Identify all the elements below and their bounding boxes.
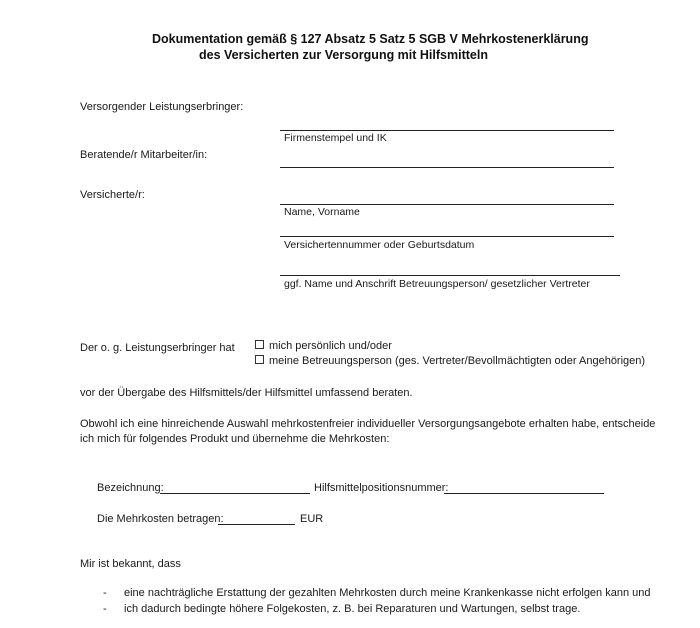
checkbox-personally[interactable]	[255, 340, 264, 349]
guardian-line[interactable]	[280, 275, 620, 276]
bullet-1: -	[103, 587, 107, 599]
option-caregiver-label: meine Betreuungsperson (ges. Vertreter/Bevollmächtigten oder Angehörigen)	[269, 355, 646, 367]
insured-label: Versicherte/r:	[80, 189, 145, 201]
statement-line1: Obwohl ich eine hinreichende Auswahl mehrkostenfreier individueller Versorgungsangebote erhalten habe, entscheide	[80, 418, 656, 430]
advisor-line[interactable]	[280, 167, 614, 168]
advisor-label: Beratende/r Mitarbeiter/in:	[80, 149, 208, 161]
insured-name-caption: Name, Vorname	[284, 206, 360, 218]
provider-stamp-line[interactable]	[280, 130, 614, 131]
acknowledgement-item-2: ich dadurch bedingte höhere Folgekosten, z. B. bei Reparaturen und Wartungen, selbst trage.	[124, 603, 581, 615]
acknowledgement-item-1: eine nachträgliche Erstattung der gezahlten Mehrkosten durch meine Krankenkasse nicht erfolgen kann und	[124, 587, 651, 599]
cost-field[interactable]	[218, 524, 295, 525]
statement-line2: ich mich für folgendes Produkt und übernehme die Mehrkosten:	[80, 433, 390, 445]
consultation-intro: Der o. g. Leistungserbringer hat	[80, 342, 235, 354]
designation-label: Bezeichnung:	[97, 482, 164, 494]
document-title-line2: des Versicherten zur Versorgung mit Hilfsmitteln	[199, 48, 488, 62]
insured-name-line[interactable]	[280, 204, 614, 205]
position-number-field[interactable]	[444, 493, 604, 494]
document-title-line1: Dokumentation gemäß § 127 Absatz 5 Satz 5 SGB V Mehrkostenerklärung	[152, 32, 589, 46]
designation-field[interactable]	[160, 493, 310, 494]
bullet-2: -	[103, 603, 107, 615]
insured-number-line[interactable]	[280, 236, 614, 237]
option-personally[interactable]	[255, 340, 392, 352]
option-personally-label: mich persönlich und/oder	[269, 340, 392, 352]
provider-stamp-caption: Firmenstempel und IK	[284, 132, 387, 144]
option-caregiver[interactable]	[255, 355, 645, 367]
currency-label: EUR	[300, 513, 324, 525]
provider-label: Versorgender Leistungserbringer:	[80, 101, 244, 113]
cost-label: Die Mehrkosten betragen:	[97, 513, 224, 525]
acknowledgement-intro: Mir ist bekannt, dass	[80, 558, 181, 570]
guardian-caption: ggf. Name und Anschrift Betreuungsperson/ gesetzlicher Vertreter	[284, 278, 590, 290]
checkbox-caregiver[interactable]	[255, 355, 264, 364]
consultation-closing: vor der Übergabe des Hilfsmittels/der Hilfsmittel umfassend beraten.	[80, 387, 413, 399]
insured-number-caption: Versichertennummer oder Geburtsdatum	[284, 239, 475, 251]
position-number-label: Hilfsmittelpositionsnummer:	[314, 482, 449, 494]
